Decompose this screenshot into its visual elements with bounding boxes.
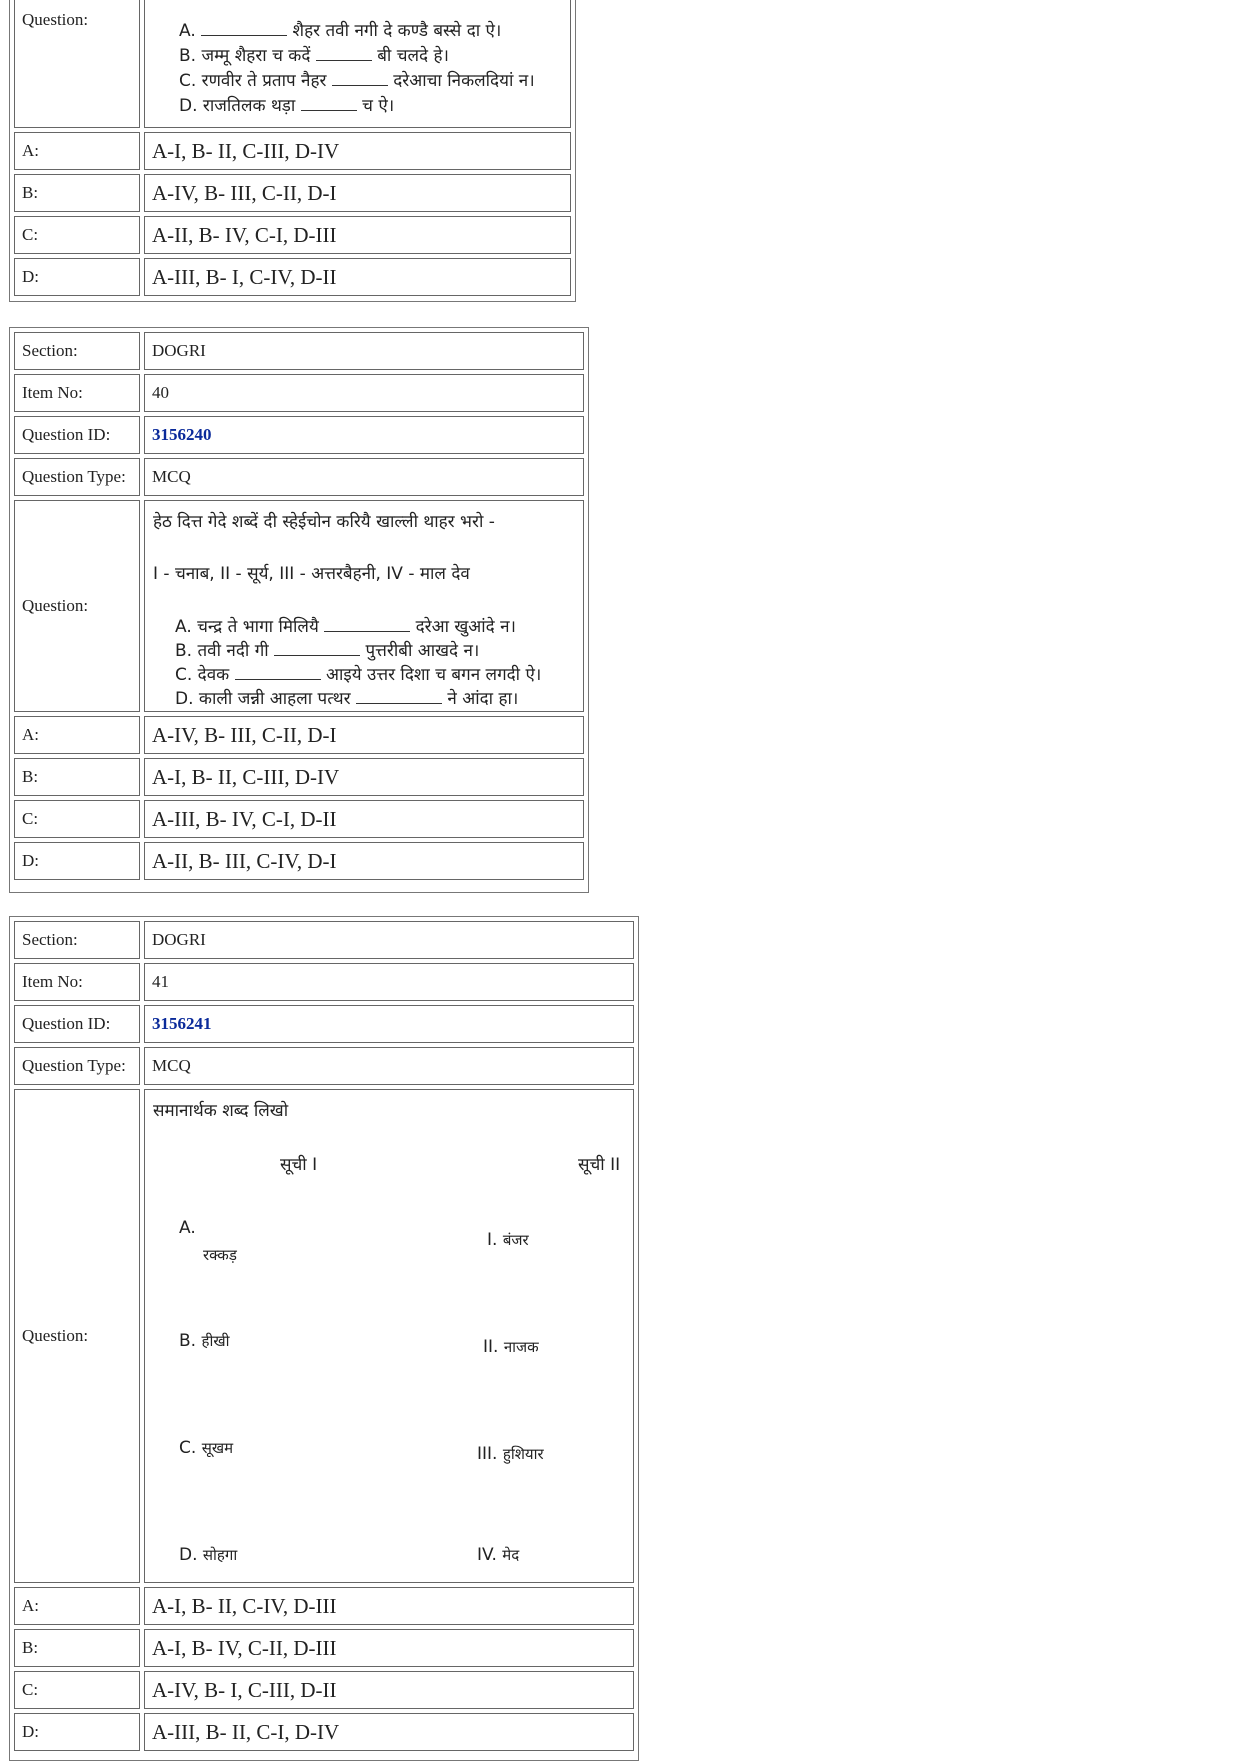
question-line-a	[175, 614, 516, 637]
question-line-d	[179, 93, 394, 116]
question-intro: समानार्थक शब्द लिखो	[153, 1101, 289, 1121]
list-2-item-ii	[483, 1337, 539, 1357]
list-2-item-iv	[477, 1545, 519, 1565]
list-1-word-a: रक्कड़	[203, 1246, 237, 1264]
question-intro: हेठ दित्त गेदे शब्दें दी स्हेईचोन करियै खाल्ली थाहर भरो -	[153, 512, 495, 532]
blank-line	[356, 689, 442, 704]
option-label-a: A:	[14, 1587, 140, 1625]
item-key: C.	[179, 1438, 197, 1458]
question-type-row	[14, 1047, 634, 1085]
option-label-b: B:	[14, 174, 140, 212]
question-type-label: Question Type:	[14, 1047, 140, 1085]
option-label-d: D:	[14, 842, 140, 880]
option-row-d	[14, 258, 571, 296]
line-text: आइये उत्तर दिशा च बगन लगदी ऐ।	[326, 665, 542, 685]
item-key: IV.	[477, 1545, 497, 1565]
option-d[interactable]: A-II, B- III, C-IV, D-I	[144, 842, 584, 880]
question-type-value: MCQ	[144, 1047, 634, 1085]
question-table-39	[9, 0, 576, 302]
line-text: दरेआ खुआंदे न।	[415, 617, 516, 637]
blank-line	[235, 665, 321, 680]
question-type-label: Question Type:	[14, 458, 140, 496]
list-1-heading: सूची I	[280, 1155, 318, 1175]
option-row-a	[14, 1587, 634, 1625]
section-label: Section:	[14, 921, 140, 959]
item-word: बंजर	[502, 1231, 529, 1249]
line-text: बी चलदे हे।	[377, 46, 449, 66]
line-text: च ऐ।	[362, 96, 395, 116]
section-row	[14, 332, 584, 370]
list-2-item-i	[487, 1230, 529, 1250]
section-row	[14, 921, 634, 959]
list-1-item-d	[179, 1545, 237, 1565]
line-text: शैहर तवी नगी दे कण्डै बस्से दा ऐ।	[292, 21, 502, 41]
item-key: II.	[483, 1337, 499, 1357]
question-line-b	[179, 43, 449, 66]
option-label-d: D:	[14, 1713, 140, 1751]
option-a[interactable]: A-IV, B- III, C-II, D-I	[144, 716, 584, 754]
question-word-list: I - चनाब, II - सूर्य, III - अत्तरबैहनी, IV - माल देव	[153, 564, 470, 584]
option-row-a	[14, 132, 571, 170]
question-type-value: MCQ	[144, 458, 584, 496]
question-line-b	[175, 638, 479, 661]
blank-line	[332, 71, 388, 86]
option-row-c	[14, 216, 571, 254]
option-c[interactable]: A-IV, B- I, C-III, D-II	[144, 1671, 634, 1709]
option-row-a	[14, 716, 584, 754]
option-label-c: C:	[14, 1671, 140, 1709]
item-key: I.	[487, 1230, 498, 1250]
question-id-value: 3156240	[144, 416, 584, 454]
question-id-label: Question ID:	[14, 416, 140, 454]
list-1-item-c	[179, 1438, 233, 1458]
question-id-value: 3156241	[144, 1005, 634, 1043]
option-a[interactable]: A-I, B- II, C-IV, D-III	[144, 1587, 634, 1625]
question-line-d	[175, 686, 518, 709]
option-row-d	[14, 842, 584, 880]
option-b[interactable]: A-I, B- IV, C-II, D-III	[144, 1629, 634, 1667]
question-content	[144, 500, 584, 712]
item-label: Item No:	[14, 963, 140, 1001]
option-label-b: B:	[14, 758, 140, 796]
line-text: C. देवक	[175, 665, 230, 685]
question-type-row	[14, 458, 584, 496]
option-label-b: B:	[14, 1629, 140, 1667]
question-content	[144, 1089, 634, 1583]
line-text: D. काली जन्नी आहला पत्थर	[175, 689, 351, 709]
option-row-b	[14, 1629, 634, 1667]
option-label-a: A:	[14, 716, 140, 754]
option-row-d	[14, 1713, 634, 1751]
question-table-41	[9, 916, 639, 1761]
line-text: पुत्तरीबी आखदे न।	[365, 641, 480, 661]
blank-line	[201, 21, 287, 36]
question-line-a	[179, 18, 501, 41]
item-word: हुशियार	[502, 1445, 544, 1463]
question-table-40	[9, 327, 589, 893]
item-key: B.	[179, 1331, 197, 1351]
item-value: 40	[144, 374, 584, 412]
option-row-b	[14, 758, 584, 796]
item-word: सूखम	[201, 1439, 234, 1457]
blank-line	[274, 641, 360, 656]
list-2-item-iii	[477, 1444, 544, 1464]
item-label: Item No:	[14, 374, 140, 412]
question-content	[144, 0, 571, 128]
item-key: III.	[477, 1444, 498, 1464]
question-row	[14, 1089, 634, 1583]
blank-line	[316, 46, 372, 61]
line-text: B. जम्मू शैहरा च कदें	[179, 46, 311, 66]
option-label-c: C:	[14, 800, 140, 838]
line-text: A.	[179, 21, 196, 41]
item-word: हीखी	[201, 1332, 230, 1350]
question-line-c	[179, 68, 535, 91]
question-row	[14, 500, 584, 712]
list-1-key-a: A.	[179, 1218, 196, 1238]
question-label: Question:	[14, 500, 140, 712]
option-b[interactable]: A-IV, B- III, C-II, D-I	[144, 174, 571, 212]
item-word: नाजक	[503, 1338, 539, 1356]
line-text: B. तवी नदी गी	[175, 641, 269, 661]
question-label: Question:	[14, 1089, 140, 1583]
item-row	[14, 374, 584, 412]
list-1-item-b	[179, 1331, 230, 1351]
question-label: Question:	[14, 0, 140, 128]
option-b[interactable]: A-I, B- II, C-III, D-IV	[144, 758, 584, 796]
blank-line	[324, 617, 410, 632]
item-word: सोहगा	[202, 1546, 238, 1564]
item-row	[14, 963, 634, 1001]
line-text: D. राजतिलक थड़ा	[179, 96, 296, 116]
blank-line	[301, 96, 357, 111]
option-d[interactable]: A-III, B- II, C-I, D-IV	[144, 1713, 634, 1751]
section-value: DOGRI	[144, 921, 634, 959]
option-c[interactable]: A-II, B- IV, C-I, D-III	[144, 216, 571, 254]
option-row-c	[14, 800, 584, 838]
question-id-row	[14, 1005, 634, 1043]
section-value: DOGRI	[144, 332, 584, 370]
question-row	[14, 0, 571, 128]
item-word: मेद	[502, 1546, 520, 1564]
question-line-c	[175, 662, 541, 685]
option-a[interactable]: A-I, B- II, C-III, D-IV	[144, 132, 571, 170]
question-id-row	[14, 416, 584, 454]
item-value: 41	[144, 963, 634, 1001]
line-text: A. चन्द्र ते भागा मिलियै	[175, 617, 319, 637]
option-c[interactable]: A-III, B- IV, C-I, D-II	[144, 800, 584, 838]
option-d[interactable]: A-III, B- I, C-IV, D-II	[144, 258, 571, 296]
line-text: ने आंदा हा।	[447, 689, 519, 709]
line-text: C. रणवीर ते प्रताप नैहर	[179, 71, 327, 91]
list-2-heading: सूची II	[578, 1155, 621, 1175]
option-row-c	[14, 1671, 634, 1709]
option-label-a: A:	[14, 132, 140, 170]
question-id-label: Question ID:	[14, 1005, 140, 1043]
section-label: Section:	[14, 332, 140, 370]
item-key: D.	[179, 1545, 198, 1565]
line-text: दरेआचा निकलदियां न।	[393, 71, 535, 91]
option-label-c: C:	[14, 216, 140, 254]
option-row-b	[14, 174, 571, 212]
option-label-d: D:	[14, 258, 140, 296]
